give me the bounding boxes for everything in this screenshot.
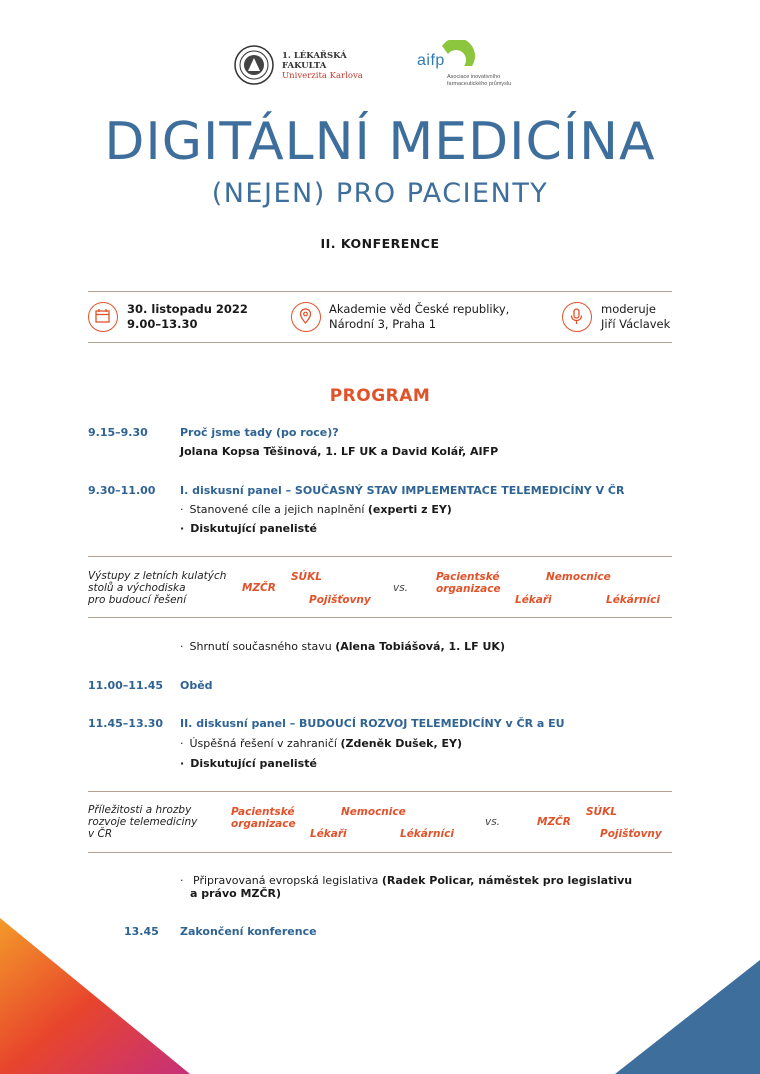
session4-bullet3-bold: (Radek Policar, náměstek pro legislativu bbox=[381, 874, 633, 887]
panel1-rule-top bbox=[88, 556, 672, 557]
event-place-line2: Národní 3, Praha 1 bbox=[329, 317, 437, 331]
panel1-label-line3: pro budoucí řešení bbox=[88, 594, 187, 606]
session2-bullet1-bold: (experti z EY) bbox=[367, 503, 452, 516]
lf-logo-line1: 1. LÉKAŘSKÁ bbox=[282, 51, 347, 61]
session4-bullet1 bbox=[180, 737, 462, 750]
event-date: 30. listopadu 2022 bbox=[127, 302, 248, 316]
conference-label: II. KONFERENCE bbox=[320, 236, 440, 251]
session2-bullet1 bbox=[180, 503, 452, 516]
panel1-pacientske-line1: Pacientské bbox=[436, 571, 500, 583]
panel2-label-line2: rozvoje telemediciny bbox=[88, 816, 198, 828]
session5-title: Zakončení konference bbox=[180, 925, 317, 938]
panel2-lekarnici: Lékárníci bbox=[400, 828, 454, 840]
panel2-label-line1: Příležitosti a hrozby bbox=[88, 804, 192, 816]
session2-bullet3 bbox=[180, 640, 505, 653]
lf-uk-logo bbox=[234, 45, 364, 87]
panel1-mzcr: MZČR bbox=[242, 582, 276, 594]
panel1-vs: vs. bbox=[393, 582, 409, 594]
session2-bullet2 bbox=[180, 522, 317, 535]
page-title: DIGITÁLNÍ MEDICÍNA bbox=[104, 112, 656, 172]
moderator-name: Jiří Václavek bbox=[601, 317, 671, 331]
panel1-label-line1: Výstupy z letních kulatých bbox=[88, 570, 227, 582]
aifp-logo-sub2: farmaceutického průmyslu bbox=[447, 80, 512, 87]
microphone-icon bbox=[562, 302, 592, 332]
session4-bullet1-text: Úspěšná řešení v zahraničí bbox=[189, 737, 341, 750]
panel1-rule-bottom bbox=[88, 617, 672, 618]
event-time: 9.00–13.30 bbox=[127, 317, 198, 331]
session5-time: 13.45 bbox=[124, 925, 159, 938]
session4-time: 11.45–13.30 bbox=[88, 717, 164, 730]
corner-triangle-right bbox=[615, 960, 760, 1074]
session1-speakers: Jolana Kopsa Těšinová, 1. LF UK a David Kolář, AIFP bbox=[180, 445, 499, 458]
session3-time: 11.00–11.45 bbox=[88, 679, 164, 692]
panel2-nemocnice: Nemocnice bbox=[341, 806, 406, 818]
session4-bullet2-text: Diskutující panelisté bbox=[190, 757, 317, 770]
page-subtitle: (NEJEN) PRO PACIENTY bbox=[211, 178, 549, 209]
panel1-pacientske-line2: organizace bbox=[436, 583, 501, 595]
session2-time: 9.30–11.00 bbox=[88, 484, 156, 497]
session4-bullet3-text: Připravovaná evropská legislativa bbox=[193, 874, 382, 887]
session4-bullet2 bbox=[180, 757, 317, 770]
lf-logo-line2: FAKULTA bbox=[282, 61, 327, 71]
session4-title: II. diskusní panel – BUDOUCÍ ROZVOJ TELEMEDICÍNY v ČR a EU bbox=[180, 717, 565, 730]
panel2-mzcr: MZČR bbox=[537, 816, 571, 828]
corner-gradient-left bbox=[0, 900, 190, 1074]
panel2-pacientske-line1: Pacientské bbox=[231, 806, 295, 818]
session2-bullet3-text: Shrnutí současného stavu bbox=[189, 640, 336, 653]
aifp-logo bbox=[412, 40, 532, 90]
session3-title: Oběd bbox=[180, 679, 213, 692]
panel2-sukl: SÚKL bbox=[586, 806, 617, 818]
session1-title: Proč jsme tady (po roce)? bbox=[180, 426, 339, 439]
calendar-icon bbox=[88, 302, 118, 332]
session4-bullet3-bold2: a právo MZČR) bbox=[190, 887, 282, 900]
session4-bullet3 bbox=[180, 874, 632, 900]
panel1-nemocnice: Nemocnice bbox=[546, 571, 611, 583]
panel1-sukl: SÚKL bbox=[291, 571, 322, 583]
info-rule-top bbox=[88, 291, 672, 292]
panel2-pojistovny: Pojišťovny bbox=[600, 828, 662, 840]
panel2-lekari: Lékaři bbox=[310, 828, 347, 840]
panel2-vs: vs. bbox=[485, 816, 501, 828]
panel1-label-line2: stolů a východiska bbox=[88, 582, 186, 594]
session2-bullet2-text: Diskutující panelisté bbox=[190, 522, 317, 535]
panel1-pojistovny: Pojišťovny bbox=[309, 594, 371, 606]
program-heading: PROGRAM bbox=[329, 386, 431, 406]
aifp-logo-sub1: Asociace inovativního bbox=[447, 74, 501, 80]
panel1-lekari: Lékaři bbox=[515, 594, 552, 606]
panel2-pacientske-line2: organizace bbox=[231, 818, 296, 830]
lf-seal-icon bbox=[234, 45, 274, 85]
session2-title: I. diskusní panel – SOUČASNÝ STAV IMPLEMENTACE TELEMEDICÍNY V ČR bbox=[180, 484, 625, 497]
lf-logo-line3: Univerzita Karlova bbox=[282, 71, 363, 81]
panel2-rule-bottom bbox=[88, 852, 672, 853]
panel2-label-line3: v ČR bbox=[88, 828, 113, 840]
session1-time: 9.15–9.30 bbox=[88, 426, 148, 439]
panel2-rule-top bbox=[88, 791, 672, 792]
info-rule-bottom bbox=[88, 342, 672, 343]
session2-bullet1-text: Stanovené cíle a jejich naplnění bbox=[189, 503, 368, 516]
session4-bullet1-bold: (Zdeněk Dušek, EY) bbox=[340, 737, 463, 750]
panel1-lekarnici: Lékárníci bbox=[606, 594, 660, 606]
event-place-line1: Akademie věd České republiky, bbox=[329, 302, 510, 316]
session2-bullet3-bold: (Alena Tobiášová, 1. LF UK) bbox=[335, 640, 505, 653]
location-pin-icon bbox=[291, 302, 321, 332]
moderator-label: moderuje bbox=[601, 302, 656, 316]
aifp-logo-word: aifp bbox=[417, 52, 445, 69]
